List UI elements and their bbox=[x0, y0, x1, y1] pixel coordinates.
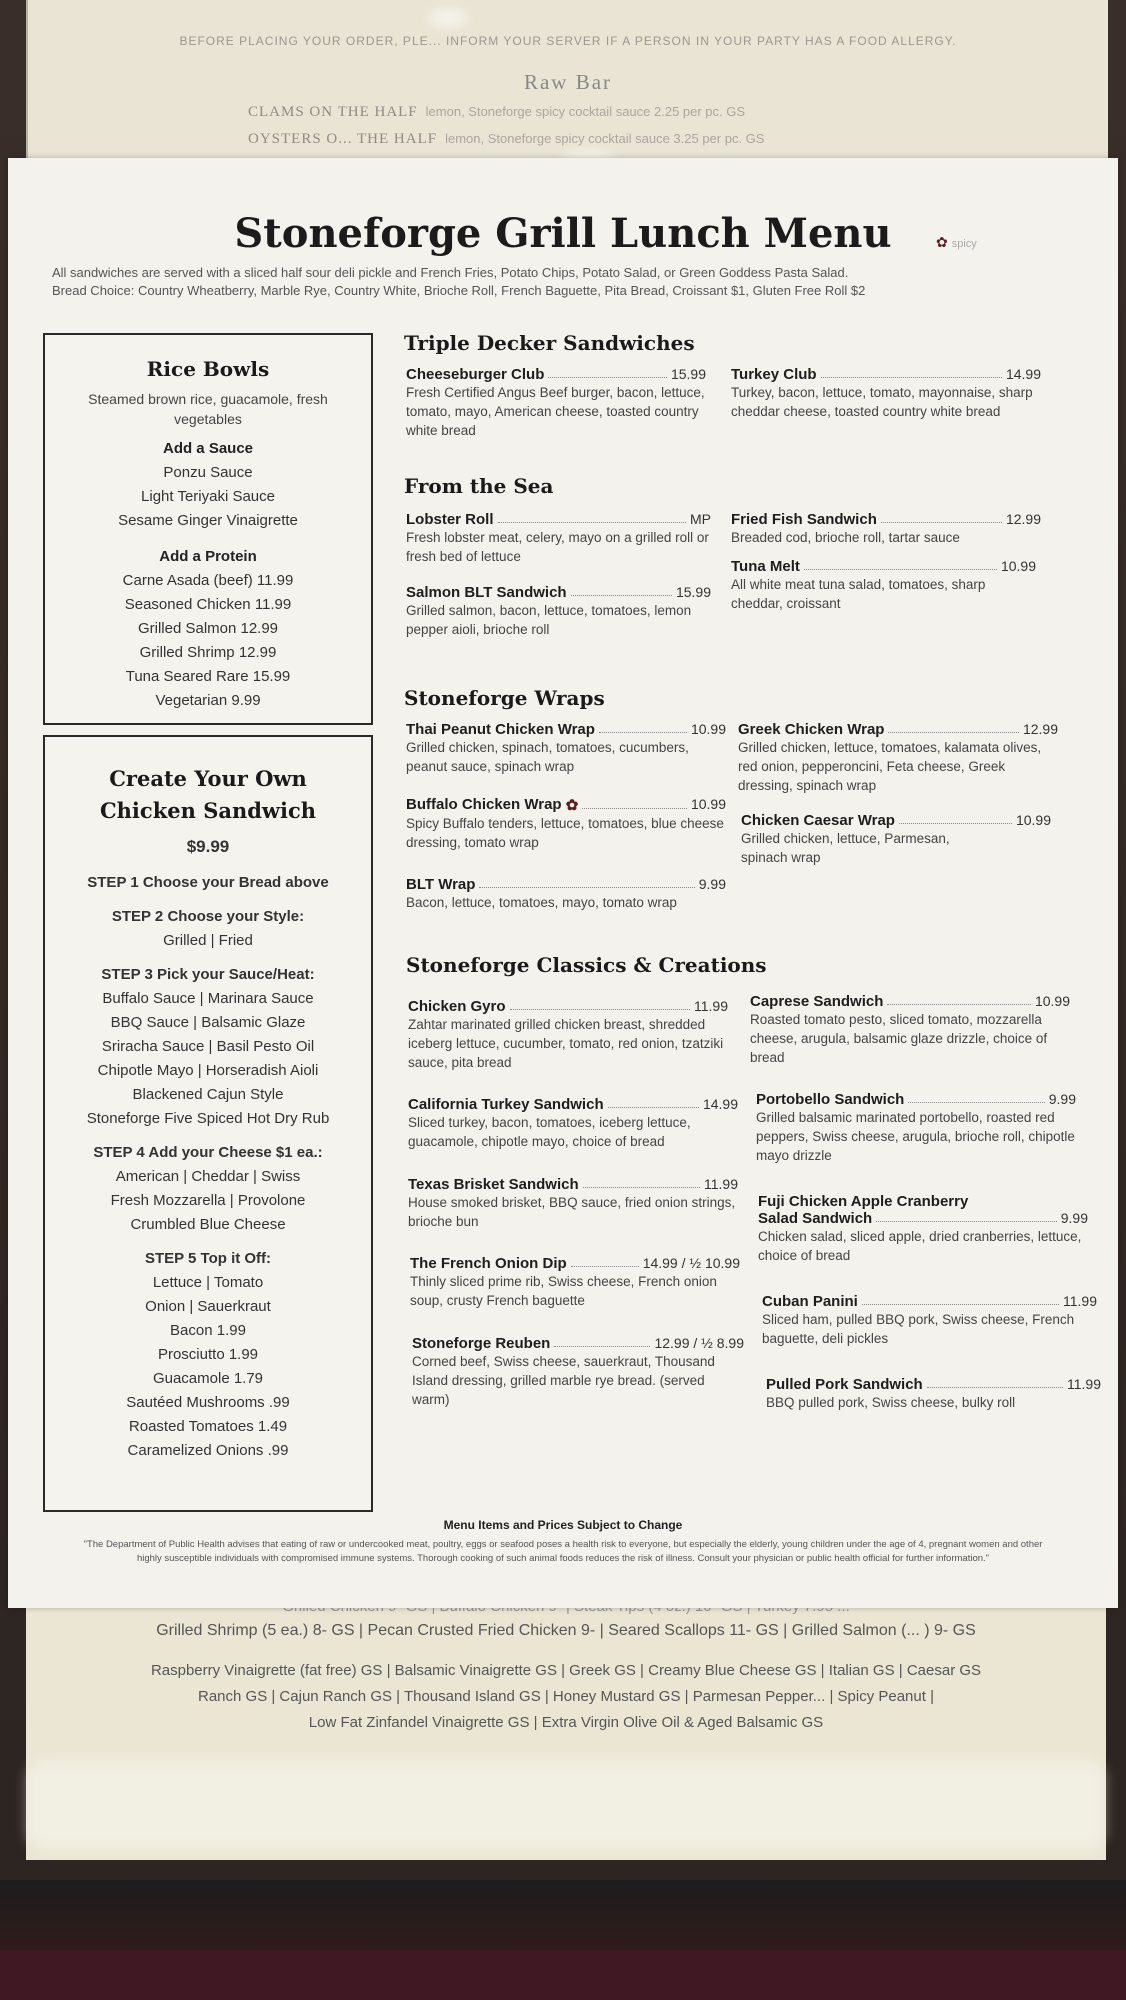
create-your-own-price: $9.99 bbox=[186, 837, 230, 856]
protein-option: Grilled Shrimp 12.99 bbox=[139, 644, 277, 661]
dressings-line: Raspberry Vinaigrette (fat free) GS | Balsamic Vinaigrette GS | Greek GS | Creamy Blue Cheese GS | Italian GS | Caesar GS bbox=[150, 1662, 982, 1679]
menu-item: BLT Wrap 9.99 Bacon, lettuce, tomatoes, mayo, tomato wrap bbox=[406, 876, 726, 910]
menu-item: Cuban Panini 11.99 Sliced ham, pulled BBQ pork, Swiss cheese, French baguette, deli pickles bbox=[762, 1293, 1097, 1346]
raw-item: CLAMS ON THE HALF lemon, Stoneforge spicy cocktail sauce 2.25 per pc. GS bbox=[248, 104, 746, 120]
protein-option: Carne Asada (beef) 11.99 bbox=[122, 572, 294, 589]
create-your-own-box bbox=[43, 735, 373, 1512]
menu-item: Lobster Roll MP Fresh lobster meat, celery, mayo on a grilled roll or fresh bed of lettuce bbox=[406, 511, 711, 564]
step-option: American | Cheddar | Swiss bbox=[115, 1168, 301, 1185]
step-1: STEP 1 Choose your Bread above bbox=[87, 874, 329, 891]
protein-heading: Add a Protein bbox=[159, 548, 257, 565]
step-option: Fresh Mozzarella | Provolone bbox=[110, 1192, 306, 1209]
menu-item: Greek Chicken Wrap 12.99 Grilled chicken, lettuce, tomatoes, kalamata olives, red onion, pepperoncini, Feta cheese, Greek dressing, spinach wrap bbox=[738, 721, 1058, 793]
raw-bar-strip bbox=[26, 0, 1108, 172]
step-option: Sautéed Mushrooms .99 bbox=[126, 1394, 290, 1411]
step-option: Grilled | Fried bbox=[163, 932, 253, 949]
section-wraps: Stoneforge Wraps bbox=[404, 686, 605, 710]
menu-item: California Turkey Sandwich 14.99 Sliced turkey, bacon, tomatoes, iceberg lettuce, guacamole, chipotle mayo, choice of bread bbox=[408, 1096, 738, 1149]
menu-item: Chicken Caesar Wrap 10.99 Grilled chicken, lettuce, Parmesan, spinach wrap bbox=[741, 812, 1051, 865]
menu-item: Tuna Melt 10.99 All white meat tuna salad, tomatoes, sharp cheddar, croissant bbox=[731, 558, 1036, 611]
raw-item: OYSTERS O... THE HALF lemon, Stoneforge spicy cocktail sauce 3.25 per pc. GS bbox=[248, 131, 765, 147]
protein-option: Grilled Salmon 12.99 bbox=[137, 620, 279, 637]
bread-choice-note: Bread Choice: Country Wheatberry, Marble Rye, Country White, Brioche Roll, French Baguette, Pita Bread, Croissant $1, Gluten Free Roll $2 bbox=[52, 283, 866, 298]
create-your-own-title: Create Your Own Chicken Sandwich bbox=[99, 766, 317, 823]
sauce-option: Ponzu Sauce bbox=[163, 464, 253, 481]
rice-bowls-box bbox=[43, 333, 373, 725]
section-classics: Stoneforge Classics & Creations bbox=[406, 953, 767, 977]
menu-item: Stoneforge Reuben 12.99 / ½ 8.99 Corned beef, Swiss cheese, sauerkraut, Thousand Island dressing, grilled marble rye bread. (served warm) bbox=[412, 1335, 744, 1407]
step-option: Lettuce | Tomato bbox=[152, 1274, 264, 1291]
allergy-notice: BEFORE PLACING YOUR ORDER, PLE... INFORM YOUR SERVER IF A PERSON IN YOUR PARTY HAS A FOOD ALLERGY. bbox=[179, 34, 957, 48]
step-3: STEP 3 Pick your Sauce/Heat: bbox=[101, 966, 315, 983]
step-option: BBQ Sauce | Balsamic Glaze bbox=[110, 1014, 306, 1031]
raw-bar-title: Raw Bar bbox=[523, 70, 613, 94]
menu-item: Chicken Gyro 11.99 Zahtar marinated grilled chicken breast, shredded iceberg lettuce, cucumber, tomato, red onion, tzatziki sauce, pita bread bbox=[408, 998, 728, 1070]
menu-item: Texas Brisket Sandwich 11.99 House smoked brisket, BBQ sauce, fried onion strings, brioche bun bbox=[408, 1176, 738, 1229]
prices-subject-note: Menu Items and Prices Subject to Change bbox=[443, 1518, 683, 1532]
section-from-the-sea: From the Sea bbox=[404, 474, 554, 498]
sauce-heading: Add a Sauce bbox=[162, 440, 254, 457]
sauce-option: Light Teriyaki Sauce bbox=[141, 488, 275, 505]
menu-item: The French Onion Dip 14.99 / ½ 10.99 Thinly sliced prime rib, Swiss cheese, French onion soup, crusty French baguette bbox=[410, 1255, 740, 1308]
sides-note: All sandwiches are served with a sliced half sour deli pickle and French Fries, Potato Chips, Potato Salad, or Green Goddess Pasta Salad. bbox=[52, 265, 849, 280]
step-5: STEP 5 Top it Off: bbox=[144, 1250, 272, 1267]
glare bbox=[428, 8, 468, 28]
step-option: Chipotle Mayo | Horseradish Aioli bbox=[97, 1062, 319, 1079]
step-option: Onion | Sauerkraut bbox=[145, 1298, 271, 1315]
menu-item: Buffalo Chicken Wrap ✿ 10.99 Spicy Buffalo tenders, lettuce, tomatoes, blue cheese dressing, tomato wrap bbox=[406, 796, 726, 850]
menu-item: Caprese Sandwich 10.99 Roasted tomato pesto, sliced tomato, mozzarella cheese, arugula, balsamic glaze drizzle, choice of bread bbox=[750, 993, 1070, 1065]
step-option: Buffalo Sauce | Marinara Sauce bbox=[102, 990, 314, 1007]
toppings-line: Grilled Shrimp (5 ea.) 8- GS | Pecan Crusted Fried Chicken 9- | Seared Scallops 11- GS | Grilled Salmon (... ) 9- GS bbox=[156, 1622, 976, 1639]
rice-bowls-title: Rice Bowls bbox=[146, 357, 270, 381]
menu-item: Fried Fish Sandwich 12.99 Breaded cod, brioche roll, tartar sauce bbox=[731, 511, 1041, 545]
step-option: Bacon 1.99 bbox=[170, 1322, 246, 1339]
section-triple-decker: Triple Decker Sandwiches bbox=[404, 331, 695, 355]
spicy-legend: ✿ spicy bbox=[936, 234, 977, 250]
step-option: Caramelized Onions .99 bbox=[127, 1442, 289, 1459]
menu-item: Salmon BLT Sandwich 15.99 Grilled salmon, bacon, lettuce, tomatoes, lemon pepper aioli, brioche roll bbox=[406, 584, 711, 637]
sauce-option: Sesame Ginger Vinaigrette bbox=[118, 512, 298, 529]
chili-icon: ✿ bbox=[561, 797, 579, 814]
step-option: Roasted Tomatoes 1.49 bbox=[128, 1418, 288, 1435]
step-4: STEP 4 Add your Cheese $1 ea.: bbox=[93, 1144, 323, 1161]
lunch-menu-page bbox=[8, 158, 1118, 1608]
step-option: Stoneforge Five Spiced Hot Dry Rub bbox=[86, 1110, 330, 1127]
protein-option: Seasoned Chicken 11.99 bbox=[124, 596, 292, 613]
step-2: STEP 2 Choose your Style: bbox=[111, 908, 305, 925]
menu-item: Cheeseburger Club 15.99 Fresh Certified Angus Beef burger, bacon, lettuce, tomato, mayo, American cheese, toasted country white bread bbox=[406, 366, 706, 438]
protein-option: Vegetarian 9.99 bbox=[155, 692, 261, 709]
dressings-line: Ranch GS | Cajun Ranch GS | Thousand Island GS | Honey Mustard GS | Parmesan Pepper... | Spicy Peanut | bbox=[198, 1688, 934, 1705]
intro-text bbox=[52, 264, 1092, 300]
protein-option: Tuna Seared Rare 15.99 bbox=[125, 668, 291, 685]
menu-item: Thai Peanut Chicken Wrap 10.99 Grilled chicken, spinach, tomatoes, cucumbers, peanut sauce, spinach wrap bbox=[406, 721, 726, 774]
menu-item: Portobello Sandwich 9.99 Grilled balsamic marinated portobello, roasted red peppers, Swiss cheese, arugula, brioche roll, chipotle mayo drizzle bbox=[756, 1091, 1076, 1163]
step-option: Blackened Cajun Style bbox=[132, 1086, 284, 1103]
menu-item: Turkey Club 14.99 Turkey, bacon, lettuce, tomato, mayonnaise, sharp cheddar cheese, toasted country white bread bbox=[731, 366, 1041, 419]
tablecloth bbox=[0, 1950, 1126, 2000]
dressings-line: Low Fat Zinfandel Vinaigrette GS | Extra Virgin Olive Oil & Aged Balsamic GS bbox=[308, 1714, 824, 1731]
step-option: Guacamole 1.79 bbox=[152, 1370, 264, 1387]
step-option: Prosciutto 1.99 bbox=[157, 1346, 259, 1363]
step-option: Sriracha Sauce | Basil Pesto Oil bbox=[101, 1038, 315, 1055]
page-title: Stoneforge Grill Lunch Menu bbox=[234, 210, 892, 257]
health-advisory: "The Department of Public Health advises that eating of raw or undercooked meat, poultry, eggs or seafood poses a health risk to everyone, but especially the elderly, young children under the age of 4, pregnant women and other highly susceptible individuals with compromised immune systems. Thorough cooking of such animal foods reduces the risk of illness. Consult your physician or public health official for further information." bbox=[83, 1539, 1043, 1564]
chili-icon: ✿ bbox=[936, 234, 948, 250]
plastic-glare bbox=[26, 1760, 1106, 1850]
step-option: Crumbled Blue Cheese bbox=[130, 1216, 286, 1233]
rice-bowls-desc: Steamed brown rice, guacamole, fresh vegetables bbox=[88, 391, 328, 427]
menu-item: Fuji Chicken Apple Cranberry Salad Sandwich 9.99 Chicken salad, sliced apple, dried cranberries, lettuce, choice of bread bbox=[758, 1193, 1088, 1263]
menu-item: Pulled Pork Sandwich 11.99 BBQ pulled pork, Swiss cheese, bulky roll bbox=[766, 1376, 1101, 1410]
